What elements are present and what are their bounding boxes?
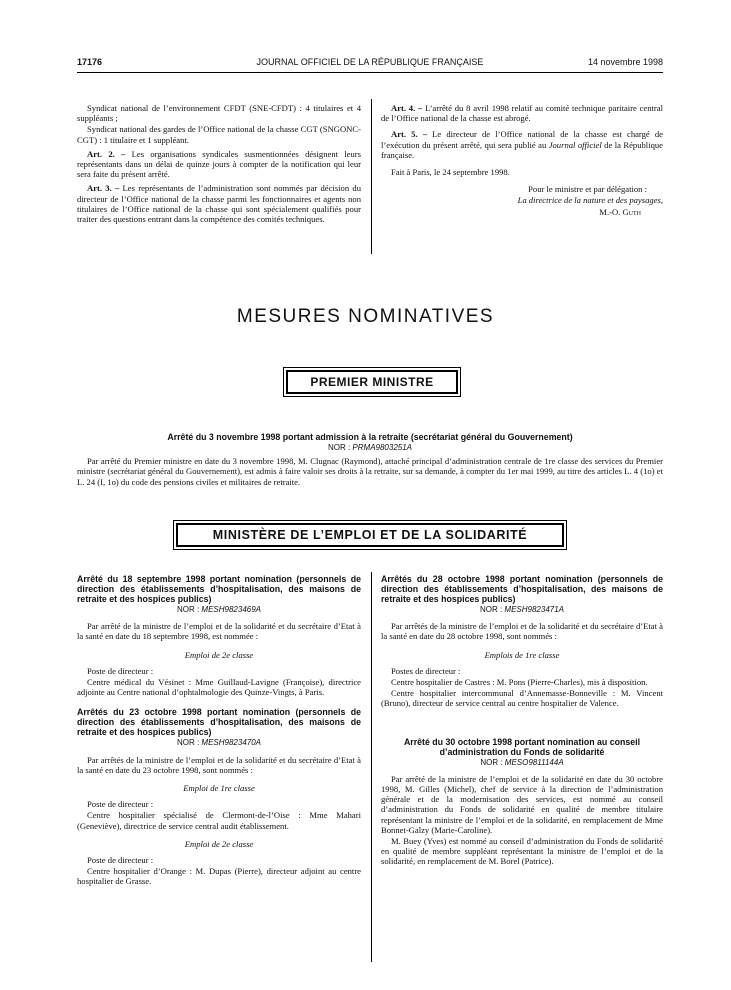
paragraph: Par arrêté du Premier ministre en date du 3 novembre 1998, M. Clugnac (Raymond), attaché principal d’administration centrale de 1re classe des services du Premier ministre (secrétariat général du Gouvernement), est admis à faire valoir ses droits à la retraite, sur sa demande, à compter du 1er mai 1999, au titre des articles L. 4 (1o) et L. 24 (I, 1o) du code des pensions civiles et militaires de retraite.: [77, 456, 663, 487]
article-label: Art. 4. –: [391, 103, 423, 113]
signature-line-1: Pour le ministre et par délégation :: [528, 184, 647, 195]
paragraph: Par arrêté de la ministre de l’emploi et de la solidarité et du secrétaire d’Etat à la santé en date du 18 septembre 1998, est nommée :: [77, 621, 361, 642]
article-label: Art. 3. –: [87, 183, 120, 194]
section-title: MESURES NOMINATIVES: [236, 306, 495, 327]
paragraph: Syndicat national des gardes de l’Office national de la chasse CGT (SNGONC-CGT) : 1 titulaire et 1 suppléant.: [77, 124, 361, 145]
nor-reference: NOR : MESO9811144A: [480, 757, 564, 767]
top-left-column: [77, 103, 361, 225]
arrete-title: Arrêté du 3 novembre 1998 portant admission à la retraite (secrétariat général du Gouvernement): [167, 432, 573, 442]
header-rule: [77, 72, 663, 73]
nor-reference: NOR : MESH9823471A: [479, 605, 565, 614]
paragraph: Poste de directeur :: [87, 855, 154, 866]
column-divider-top: [371, 99, 372, 254]
nor-reference: NOR : PRMA9803251A: [327, 443, 413, 452]
bottom-right-column: [381, 574, 663, 868]
paragraph: Centre hospitalier d’Orange : M. Dupas (Pierre), directeur adjoint au centre hospitalier de Grasse.: [77, 866, 361, 887]
paragraph: Postes de directeur :: [391, 665, 461, 676]
paragraph: Centre médical du Vésinet : Mme Guillaud-Lavigne (Françoise), directrice adjointe au Centre national d’ophtalmologie des Quinze-Vingts, à Paris.: [77, 677, 361, 698]
top-right-column: [381, 103, 663, 218]
nor-reference: NOR : MESH9823469A: [176, 605, 262, 614]
signature-name: M.-O. Guth: [599, 206, 641, 217]
box-label: MINISTÈRE DE L’EMPLOI ET DE LA SOLIDARITÉ: [176, 523, 564, 547]
bottom-left-column: [77, 574, 361, 888]
paragraph: Syndicat national de l’environnement CFDT (SNE-CFDT) : 4 titulaires et 4 suppléants ;: [77, 103, 361, 124]
paragraph: Poste de directeur :: [87, 799, 154, 810]
journal-title: JOURNAL OFFICIEL DE LA RÉPUBLIQUE FRANÇAISE: [256, 57, 484, 67]
issue-date: 14 novembre 1998: [587, 57, 663, 67]
article-label: Art. 2. –: [87, 148, 126, 159]
paragraph: Par arrêtés de la ministre de l’emploi et de la solidarité et du secrétaire d’Etat à la santé en date du 28 octobre 1998, sont nommés :: [381, 621, 663, 642]
article-4: Art. 4. – L’arrêté du 8 avril 1998 relatif au comité technique paritaire central de l’Office national de la chasse est abrogé.: [381, 103, 663, 124]
article-2: Art. 2. – Les organisations syndicales susmentionnées désignent leurs représentants dans un délai de quinze jours à compter de la notification qui leur sera faite du présent arrêté.: [77, 148, 361, 180]
page-number: 17176: [77, 57, 103, 67]
article-label: Art. 5. –: [391, 129, 428, 140]
paragraph: Par arrêté de la ministre de l’emploi et de la solidarité en date du 30 octobre 1998, M. Gilles (Michel), chef de service à la direction de l’administration générale et de la modernisation des services, est nommé au conseil d’administration du Fonds de solidarité en qualité de membre titulaire représentant la ministre de l’emploi et de la solidarité, en remplacement de Mme Bonnet-Galzy (Marie-Caroline).: [381, 773, 663, 835]
signature-date: Fait à Paris, le 24 septembre 1998.: [391, 167, 510, 178]
paragraph: Centre hospitalier spécialisé de Clermont-de-l’Oise : Mme Mahari (Geneviève), directrice de service central audit établissement.: [77, 810, 361, 831]
arrete-title: Arrêté du 30 octobre 1998 portant nomination au conseil d’administration du Fonds de solidarité: [403, 736, 641, 757]
subheading: Emploi de 1re classe: [183, 783, 255, 794]
paragraph: Par arrêtés de la ministre de l’emploi et de la solidarité et du secrétaire d’Etat à la santé en date du 23 octobre 1998, sont nommés :: [77, 754, 361, 775]
arrete-title: Arrêté du 18 septembre 1998 portant nomination (personnels de direction des établissements d’hospitalisation, des maisons de retraite et des hospices publics): [77, 574, 361, 604]
paragraph: Centre hospitalier intercommunal d’Annemasse-Bonneville : M. Vincent (Bruno), directeur de service central au centre hospitalier de Valence.: [381, 688, 663, 709]
premier-ministre-section: [77, 432, 663, 488]
column-divider-bottom: [371, 572, 372, 962]
signature-line-2: La directrice de la nature et des paysages,: [517, 195, 663, 206]
ministere-box: [173, 520, 567, 550]
premier-ministre-box: [283, 367, 461, 397]
paragraph: Centre hospitalier de Castres : M. Pons (Pierre-Charles), mis à disposition.: [391, 677, 648, 688]
article-5: Art. 5. – Le directeur de l’Office national de la chasse est chargé de l’exécution du présent arrêté, qui sera publié au Journal officiel de la République française.: [381, 129, 663, 160]
arrete-title: Arrêtés du 23 octobre 1998 portant nomination (personnels de direction des établissements d’hospitalisation, des maisons de retraite et des hospices publics): [77, 707, 361, 738]
paragraph: Poste de directeur :: [87, 665, 154, 676]
box-label: PREMIER MINISTRE: [286, 370, 458, 394]
subheading: Emploi de 2e classe: [184, 649, 254, 660]
subheading: Emploi de 2e classe: [184, 838, 254, 849]
paragraph: M. Buey (Yves) est nommé au conseil d’administration du Fonds de solidarité en qualité de membre suppléant représentant la ministre de l’emploi et de la solidarité, en remplacement de M. Borel (Patrice).: [381, 836, 663, 867]
article-3: Art. 3. – Les représentants de l’administration sont nommés par décision du directeur de l’Office national de la chasse parmi les fonctionnaires et agents non titulaires de l’Office national de la chasse qui sont spécialement qualifiés pour traiter des questions entrant dans la compétence des comités techniques.: [77, 183, 361, 225]
arrete-title: Arrêtés du 28 octobre 1998 portant nomination (personnels de direction des établissements d’hospitalisation, des maisons de retraite et des hospices publics): [381, 574, 663, 604]
subheading: Emplois de 1re classe: [484, 649, 560, 660]
nor-reference: NOR : MESH9823470A: [176, 738, 262, 748]
